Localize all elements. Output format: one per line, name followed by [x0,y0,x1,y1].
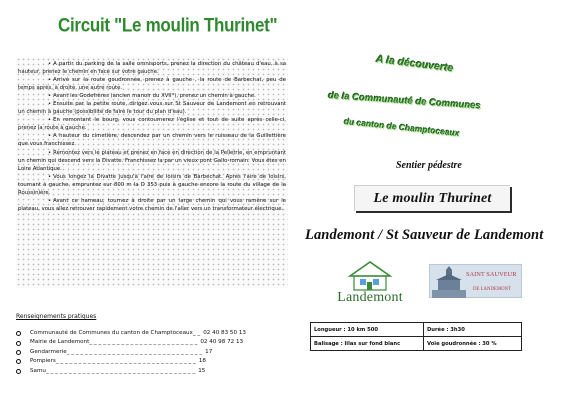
contact-number: 02 40 98 72 13 [200,339,244,346]
contact-number: 17 [205,348,213,355]
bullet-icon: • [48,173,52,180]
contact-item: Pompiers _ _ _ _ _ _ _ _ _ _ _ _ _ _ _ _ _ _ _ _ _ _ _ _ _ _ _ _ _ _ _ 18 [16,357,288,366]
contact-item: Communauté de Communes du canton de Champtoceaux _ _ 02 40 83 50 13 [16,329,288,338]
discover-heading-line-1: A la découverte [375,53,454,75]
contact-number: 02 40 83 50 13 [203,330,246,336]
contact-number: 15 [198,367,206,374]
landemont-logo [322,258,418,306]
ring-bullet-icon [16,341,21,346]
moulin-title: Le moulin Thurinet [373,190,492,206]
bullet-icon: • [48,117,52,124]
info-row [311,323,522,337]
saint-sauveur-logo-subtitle: DE LANDEMONT [473,287,511,292]
contact-item: Gendarmerie _ _ _ _ _ _ _ _ _ _ _ _ _ _ _ _ _ _ _ _ _ _ _ _ _ _ _ _ _ _ 17 [16,348,288,357]
church-icon [432,266,466,298]
ring-bullet-icon [16,359,21,364]
landemont-house-icon [322,258,418,292]
bullet-icon: • [48,93,52,100]
communes-title: Landemont / St Sauveur de Landemont [305,227,544,243]
bullet-icon: • [48,133,52,140]
contact-item: Samu _ _ _ _ _ _ _ _ _ _ _ _ _ _ _ _ _ _ _ _ _ _ _ _ _ _ _ _ _ _ _ _ _ 15 [16,367,288,376]
saint-sauveur-logo [429,264,522,298]
sentier-label: Sentier pédestre [396,160,462,171]
longueur-cell: Longueur : 10 km 500 [311,323,424,337]
direction-paragraph: • En remontant le bourg, vous contournerez l'église et tout de suite après celle-ci, prenez la route à gauche. [18,117,286,132]
bullet-icon: • [48,197,52,204]
contact-item: Mairie de Landemont _ _ _ _ _ _ _ _ _ _ _ _ _ _ _ _ _ _ _ _ _ _ _ _ 02 40 98 72 13 [16,338,288,347]
moulin-title-box [354,185,510,211]
directions-text [18,60,286,213]
voie-cell: Voie goudronnée : 30 % [424,337,522,351]
direction-paragraph: • Avant les Godefrères (ancien manoir du XVII°), prenez un chemin à gauche. [48,93,256,100]
ring-bullet-icon [16,369,21,374]
bullet-icon: • [48,77,52,84]
contact-number: 18 [198,358,206,365]
info-row [311,337,522,351]
bullet-icon: • [48,149,52,156]
landemont-logo-word: Landemont [337,290,403,305]
direction-paragraph: • Ensuite par la petite route, dirigez vous sur St Sauveur de Landemont en retrouvant un chemin à gauche (possibilité de faire le tour du plan d'eau). [18,101,286,116]
direction-paragraph: • Avant ce hameau, tournez à droite par un large chemin qui vous ramène sur le plateau, vous allez retrouver rapidement votre chemin de l'aller vers un transformateur électrique. [18,197,286,212]
ring-bullet-icon [16,350,21,355]
circuit-title: Circuit "Le moulin Thurinet" [58,14,278,36]
direction-paragraph: • A hauteur du cimetière, descendez par un chemin vers le ruisseau de la Guillettière que vous franchissez. [18,133,286,148]
renseignements-title: Renseignements pratiques [16,313,97,320]
duree-cell: Durée : 3h30 [424,323,522,337]
bullet-icon: • [48,101,52,108]
balisage-cell: Balisage : lilas sur fond blanc [311,337,424,351]
info-table [310,322,522,351]
contacts-list [16,329,288,376]
direction-paragraph: • Vous longez la Divatte jusqu'à l'aire de loisirs de Barbechat. Après l'aire de loisirs, tournant à gauche, empruntez sur 800 m la D 353 puis à gauche encore la route du village de la Roussinière. [18,173,286,196]
direction-paragraph: • Remontez vers le plateau et prenez en face en direction de la Pelletrie, en empruntant un chemin qui descend vers la Divatte. Franchissez la par un vieux pont Gallo-romain. Vous êtes en Loire Atlantique. [18,149,286,172]
bullet-icon: • [48,61,52,67]
ring-bullet-icon [16,331,21,336]
direction-paragraph: • Arrivé sur la route goudronnée, prenez à gauche , la route de Barbechat, peu de temps après, à droite, une autre route. [18,77,286,92]
direction-paragraph: • A partir du parking de la salle omnisports, prenez la direction du château d'eau, à sa hauteur, prenez le chemin en face sur votre gauche. [18,61,286,76]
saint-sauveur-logo-title: SAINT SAUVEUR [466,271,517,278]
discover-heading-line-2: de la Communauté de Communes [327,90,482,112]
discover-heading-line-3: du canton de Champtoceaux [343,116,461,139]
